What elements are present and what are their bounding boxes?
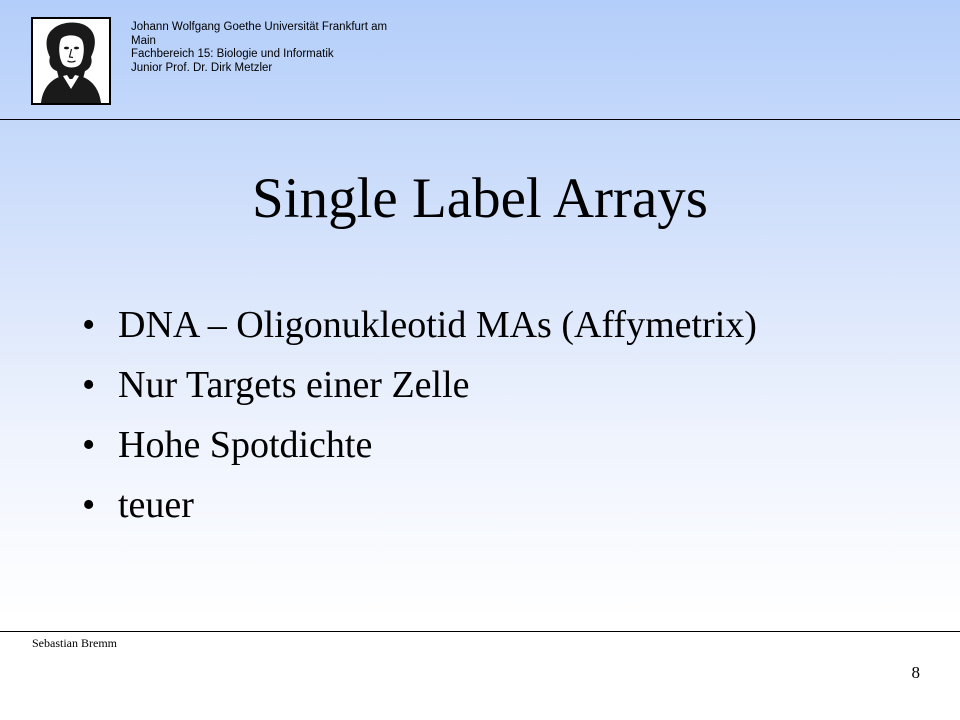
slide-title: Single Label Arrays [252, 167, 708, 230]
bullet-marker: • [82, 484, 96, 526]
footer-divider [0, 631, 960, 632]
page-number: 8 [911, 663, 920, 682]
bullet-text: teuer [118, 484, 194, 526]
bullet-marker: • [82, 364, 96, 406]
bullet-item [82, 295, 757, 355]
bullet-text: DNA – Oligonukleotid MAs (Affymetrix) [118, 304, 757, 346]
institution-line: Johann Wolfgang Goethe Universität Frankfurt am [131, 21, 388, 33]
bullet-marker: • [82, 424, 96, 466]
bullet-text: Nur Targets einer Zelle [118, 364, 470, 406]
goethe-portrait-icon [33, 19, 109, 103]
bullet-item [82, 415, 757, 475]
institution-header [131, 21, 421, 75]
header-divider [0, 119, 960, 120]
institution-line: Junior Prof. Dr. Dirk Metzler [131, 61, 273, 74]
institution-line: Main [131, 34, 156, 47]
institution-line: Fachbereich 15: Biologie und Informatik [131, 48, 334, 60]
bullet-list [82, 295, 757, 535]
bullet-marker: • [82, 304, 96, 346]
footer-author: Sebastian Bremm [32, 636, 117, 650]
university-logo [31, 17, 111, 105]
bullet-item [82, 355, 757, 415]
bullet-item [82, 475, 757, 535]
bullet-text: Hohe Spotdichte [118, 424, 373, 466]
